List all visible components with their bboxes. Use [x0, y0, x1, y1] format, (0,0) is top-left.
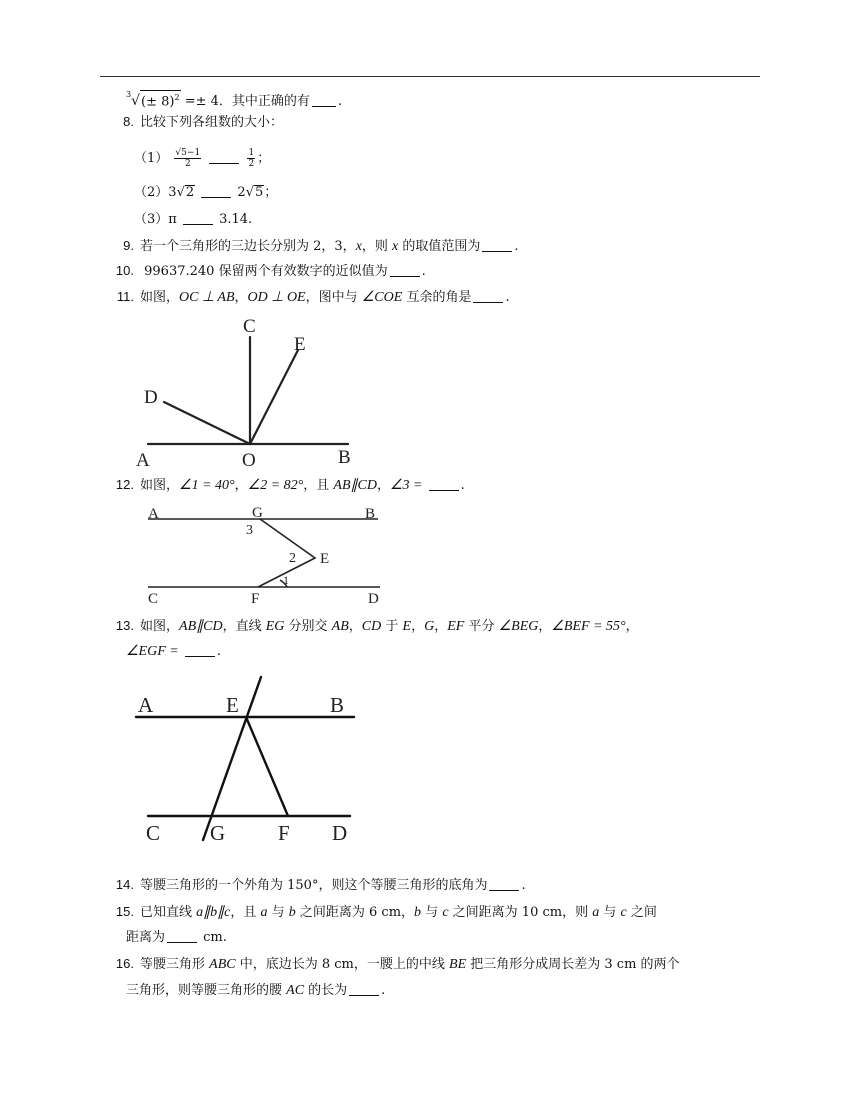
- q13-math-i: ∠BEF = 55°: [551, 619, 626, 634]
- q15-text-e: 与: [421, 905, 443, 920]
- label-1: 1: [283, 573, 289, 587]
- q10-end: .: [421, 264, 426, 279]
- q9-text-a: 若一个三角形的三边长分别为 2，3，: [140, 239, 356, 254]
- q8-part2: （2）3√2 2√5；: [134, 185, 278, 200]
- q13-math-g: EF: [447, 619, 465, 634]
- q13-text-b: ，直线: [222, 619, 266, 634]
- q13-line2-math: ∠EGF =: [126, 644, 179, 659]
- answer-blank[interactable]: [349, 983, 379, 996]
- answer-blank[interactable]: [312, 94, 336, 107]
- answer-blank[interactable]: [489, 878, 519, 891]
- answer-blank[interactable]: [390, 264, 420, 277]
- q14-text: 等腰三角形的一个外角为 150°，则这个等腰三角形的底角为: [140, 878, 488, 893]
- q15-text-c: 与: [267, 905, 289, 920]
- q13-math-a: AB∥CD: [179, 619, 223, 634]
- q15-text-b: ，且: [230, 905, 261, 920]
- q16-text-a: 等腰三角形: [140, 957, 210, 972]
- q13-text-a: 如图，: [140, 619, 180, 634]
- q12-math-a: ∠1 = 40°: [179, 478, 235, 493]
- q16-line2-math: AC: [286, 983, 305, 998]
- label-c: C: [146, 821, 161, 845]
- q16-line2-a: 三角形，则等腰三角形的腰: [126, 983, 287, 998]
- q16-number: 16.: [115, 956, 134, 971]
- q15-text-f: 之间距离为 10 cm，则: [448, 905, 593, 920]
- q9-number: 9.: [123, 238, 134, 253]
- q15-line1: [108, 903, 657, 922]
- q13-text-f: ，: [411, 619, 425, 634]
- q11-line: [108, 288, 510, 307]
- q7-tail-line: $^3√(\pm 8)^2 =\pm 4$．其中正确的有 .: [126, 90, 343, 109]
- q16-text-c: 把三角形分成周长差为 3 cm 的两个: [466, 957, 680, 972]
- q7-rhs: =± 4．: [184, 94, 232, 109]
- q12-sep2: ，: [376, 478, 390, 493]
- q15-var-b2: b: [414, 905, 422, 920]
- q15-line2-b: cm.: [199, 930, 227, 945]
- q8-p2-right-root: 5: [255, 185, 264, 200]
- q7-exp: 2: [174, 92, 180, 102]
- q8-text: 比较下列各组数的大小：: [140, 115, 284, 130]
- segment-ef: [246, 717, 288, 816]
- figure-q12: [140, 500, 390, 606]
- label-c: C: [243, 316, 256, 337]
- answer-blank[interactable]: [429, 478, 459, 491]
- q16-text-b: 中，底边长为 8 cm，一腰上的中线: [235, 957, 450, 972]
- q16-line1: [108, 955, 680, 974]
- q16-line2: [126, 982, 385, 1000]
- q9-text-c: 的取值范围为: [398, 239, 481, 254]
- q11-text-b: ，图中与: [305, 290, 362, 305]
- q13-math-e: E: [402, 619, 412, 634]
- q13-math-d: CD: [361, 619, 382, 634]
- q10-line: [108, 262, 426, 281]
- q7-radicand: [140, 90, 181, 109]
- q7-end: .: [337, 94, 343, 109]
- q8-part1: [134, 148, 270, 169]
- q13-text-e: 于: [381, 619, 403, 634]
- q9-var2: x: [392, 239, 399, 254]
- q8-p3-left: π: [168, 212, 177, 227]
- q12-math-c: AB∥CD: [333, 478, 377, 493]
- q15-var-c2: c: [620, 905, 627, 920]
- label-g: G: [252, 505, 263, 521]
- q11-end: .: [505, 290, 510, 305]
- q8-p2-label: （2）: [134, 185, 169, 200]
- q9-end: .: [514, 239, 519, 254]
- q8-p1-right-fraction: [247, 148, 255, 169]
- q8-p2-left-root: 2: [185, 185, 195, 200]
- q8-p1-left-den: 2: [184, 159, 191, 169]
- q15-line2: [126, 929, 227, 947]
- label-c: C: [148, 591, 159, 606]
- q12-end: .: [460, 478, 465, 493]
- q13-text-c: 分别交: [284, 619, 332, 634]
- label-b: B: [338, 447, 351, 468]
- q8-p1-left-fraction: [174, 148, 201, 169]
- q13-text-j: ，: [625, 619, 639, 634]
- q13-math-f: G: [424, 619, 435, 634]
- q8-p1-root: 5: [181, 148, 187, 158]
- figure-q11: [130, 312, 360, 470]
- label-d: D: [368, 591, 379, 606]
- q13-text-d: ，: [348, 619, 362, 634]
- label-g: G: [210, 821, 226, 845]
- q15-math-a: a∥b∥c: [196, 905, 231, 920]
- q15-var-c: c: [442, 905, 449, 920]
- q16-line2-b: 的长为: [304, 983, 348, 998]
- label-a: A: [138, 693, 154, 717]
- q11-text-c: 互余的角是: [402, 290, 472, 305]
- q8-p2-right-coef: 2: [237, 185, 246, 200]
- q11-math-b: OD ⊥ OE: [247, 290, 306, 305]
- q14-line: [108, 876, 526, 895]
- answer-blank[interactable]: [167, 930, 197, 943]
- q16-math-b: BE: [449, 957, 467, 972]
- header-rule: [100, 76, 760, 77]
- q11-number: 11.: [116, 289, 134, 304]
- ray-oe: [250, 350, 298, 444]
- q7-radicand-text: (± 8): [141, 94, 175, 109]
- q8-p1-tail: −1: [186, 148, 201, 158]
- label-2: 2: [289, 551, 296, 566]
- label-a: A: [136, 450, 150, 470]
- q11-sep: ，: [234, 290, 248, 305]
- q15-number: 15.: [115, 904, 134, 919]
- q7-text: 其中正确的有: [231, 94, 310, 109]
- q12-math-b: ∠2 = 82°: [247, 478, 304, 493]
- label-e: E: [226, 693, 239, 717]
- q15-text-d: 之间距离为 6 cm，: [295, 905, 415, 920]
- q13-number: 13.: [115, 618, 134, 633]
- q14-number: 14.: [115, 877, 134, 892]
- q15-var-b: b: [288, 905, 296, 920]
- q13-line1: [108, 617, 639, 636]
- q11-math-c: ∠COE: [361, 290, 403, 305]
- q8-p1-right-num: 1: [248, 148, 255, 158]
- q8-p3-label: （3）: [134, 212, 169, 227]
- q8-p1-end: ；: [257, 151, 271, 166]
- q8-p1-label: （1）: [134, 151, 169, 166]
- q15-text-h: 之间: [626, 905, 657, 920]
- q15-text-a: 已知直线: [140, 905, 197, 920]
- label-e: E: [294, 334, 306, 355]
- q13-math-c: AB: [331, 619, 349, 634]
- label-f: F: [251, 591, 260, 606]
- q12-line: [108, 476, 465, 495]
- q10-number: 10.: [115, 263, 134, 278]
- q13-end: .: [216, 644, 221, 659]
- answer-blank[interactable]: [201, 185, 231, 198]
- q13-text-i: ，: [538, 619, 552, 634]
- label-o: O: [242, 450, 256, 470]
- q11-text-a: 如图，: [140, 290, 180, 305]
- q13-text-h: 平分: [464, 619, 499, 634]
- label-e: E: [320, 551, 330, 567]
- root-index: 3: [126, 90, 132, 99]
- q15-line2-a: 距离为: [126, 930, 166, 945]
- label-3: 3: [246, 523, 253, 538]
- q9-text-b: ，则: [361, 239, 393, 254]
- q13-math-h: ∠BEG: [498, 619, 539, 634]
- q15-var-a: a: [260, 905, 268, 920]
- q16-math-a: ABC: [209, 957, 236, 972]
- q13-math-b: EG: [265, 619, 285, 634]
- answer-blank[interactable]: [183, 212, 213, 225]
- figure-q13: [128, 672, 368, 864]
- label-d: D: [144, 387, 158, 408]
- answer-blank[interactable]: [209, 151, 239, 164]
- answer-blank[interactable]: [185, 644, 215, 657]
- q8-line: [108, 113, 283, 132]
- label-b: B: [365, 506, 376, 522]
- q12-math-d: ∠3 =: [389, 478, 423, 493]
- q8-part3: [134, 211, 252, 229]
- answer-blank[interactable]: [482, 239, 512, 252]
- label-b: B: [330, 693, 345, 717]
- q11-math-a: OC ⊥ AB: [179, 290, 235, 305]
- label-f: F: [278, 821, 290, 845]
- q12-text-a: 如图，: [140, 478, 180, 493]
- q12-number: 12.: [115, 477, 134, 492]
- q8-number: 8.: [123, 114, 134, 129]
- q15-text-g: 与: [599, 905, 621, 920]
- q12-sep1: ，: [234, 478, 248, 493]
- ray-od: [164, 402, 250, 444]
- q12-text-b: ，且: [303, 478, 334, 493]
- q8-p1-left-num: √5−1: [175, 148, 201, 158]
- q9-line: [108, 237, 519, 256]
- q16-end: .: [381, 983, 386, 998]
- q8-p3-right: 3.14.: [219, 212, 253, 227]
- q8-p1-right-den: 2: [248, 159, 255, 169]
- q8-p2-end: ；: [264, 185, 278, 200]
- q13-line2: [126, 643, 221, 661]
- answer-blank[interactable]: [473, 290, 503, 303]
- q13-text-g: ，: [434, 619, 448, 634]
- q10-text: 99637.240 保留两个有效数字的近似值为: [140, 264, 388, 279]
- q14-end: .: [521, 878, 526, 893]
- q15-var-a2: a: [592, 905, 600, 920]
- q8-p2-left-coef: 3: [168, 185, 177, 200]
- label-a: A: [148, 506, 159, 522]
- q9-var: x: [355, 239, 362, 254]
- label-d: D: [332, 821, 348, 845]
